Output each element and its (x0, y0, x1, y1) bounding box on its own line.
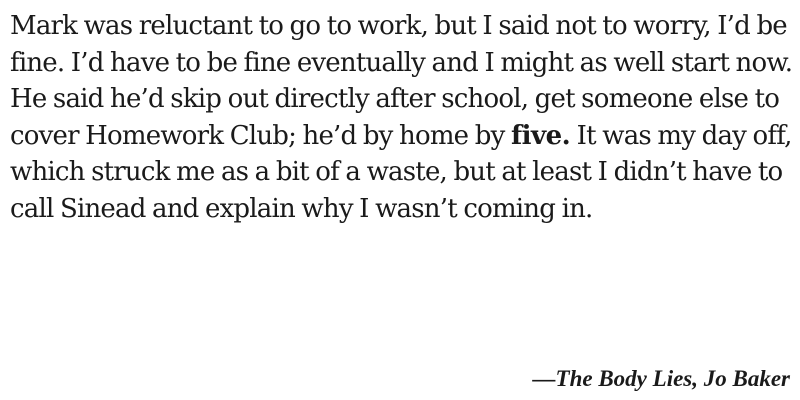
quote-passage (10, 8, 795, 227)
quote-emphasis: five. (510, 120, 571, 151)
attribution: —The Body Lies, Jo Baker (532, 366, 790, 391)
quote-text-start: Mark was reluctant to go to work, but I said not to worry, I’d be fine. I’d have to be fine eventually and I might as well start now. He said he’d skip out directly after school, get someone else to cover Homework Club; he’d by home by (10, 11, 793, 151)
quote-text-end: It was my day off, which struck me as a bit of a waste, but at least I didn’t have to call Sinead and explain why I wasn’t coming in. (10, 120, 792, 224)
